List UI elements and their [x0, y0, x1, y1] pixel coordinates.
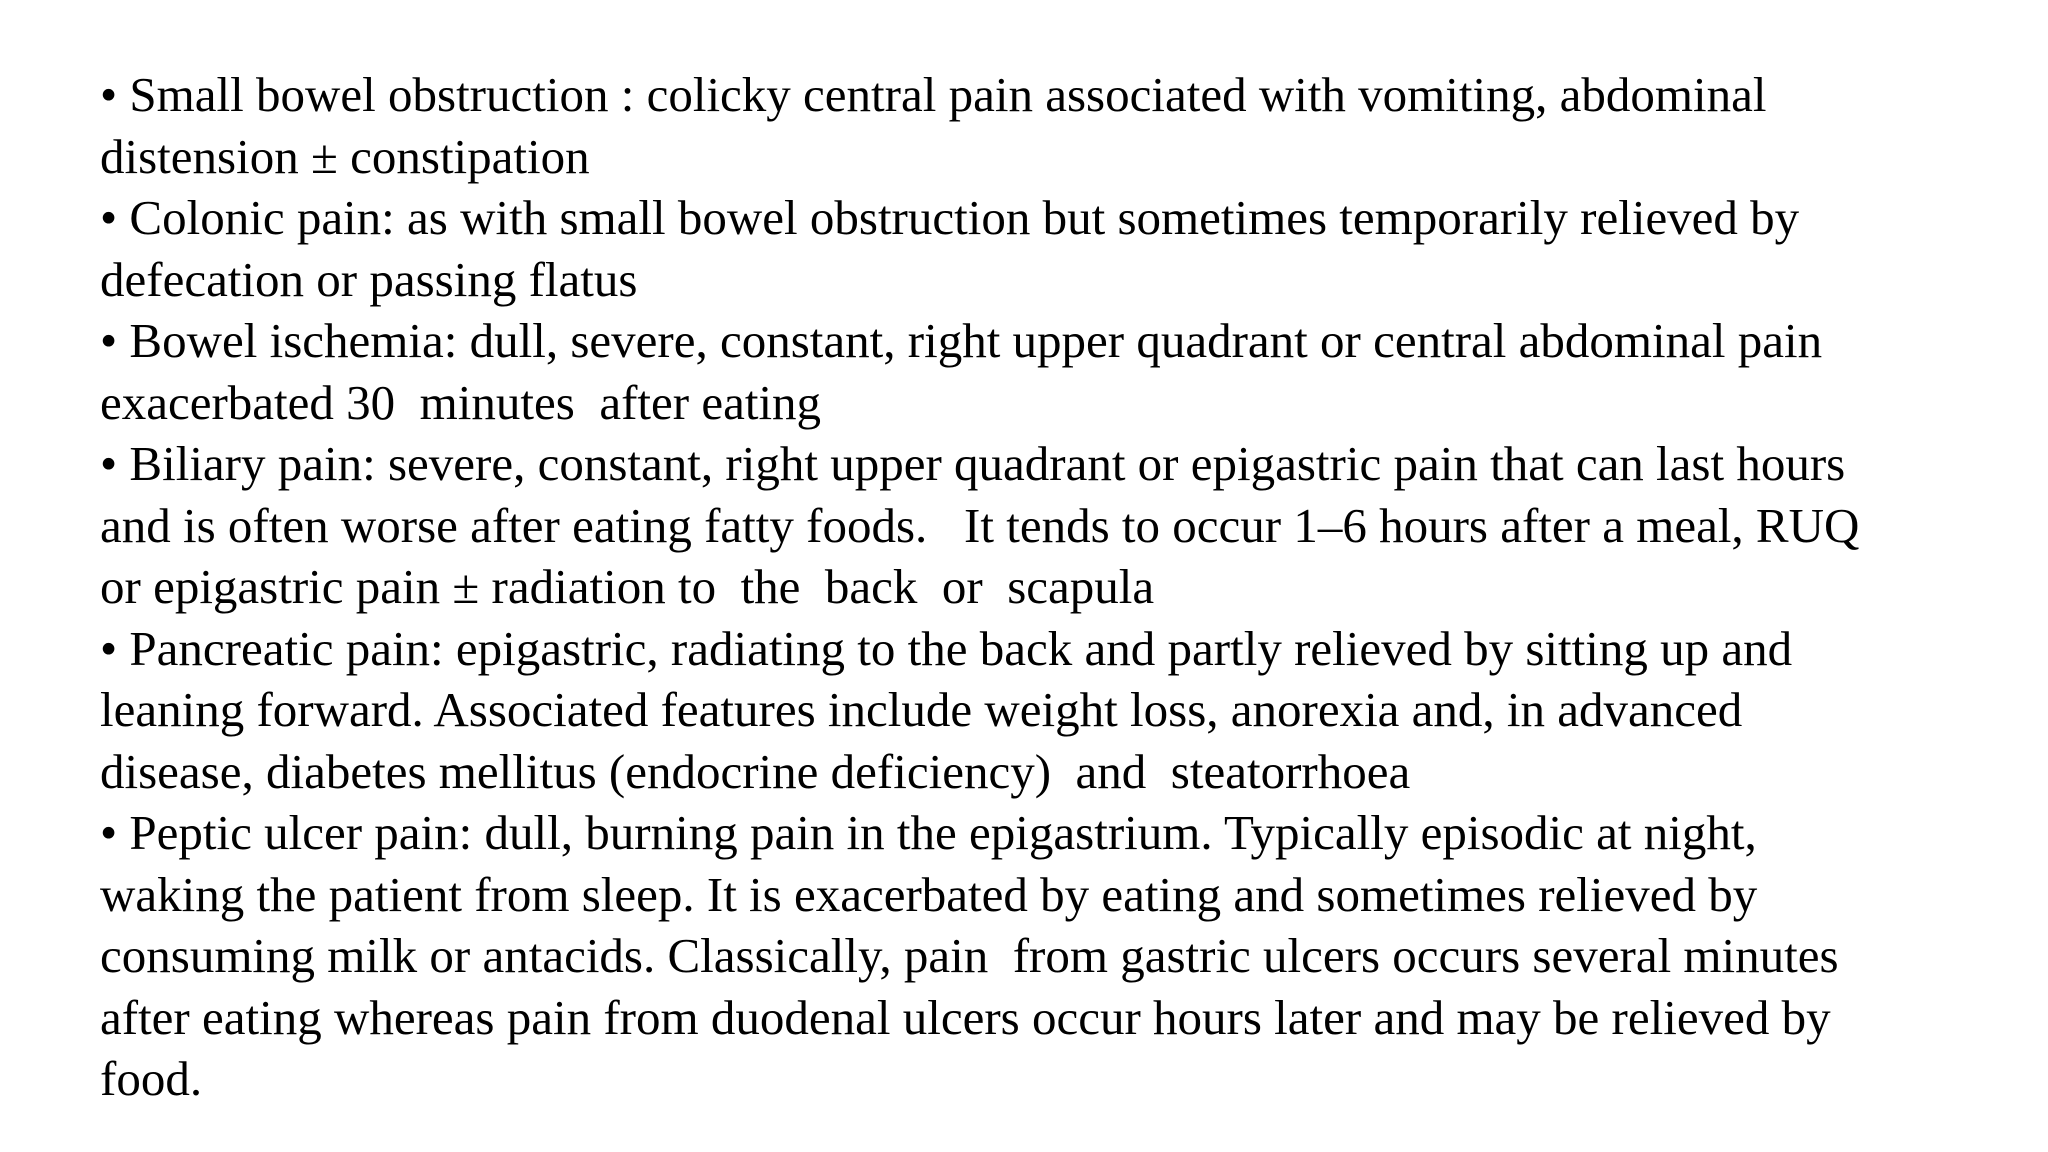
text-line-biliary-pain-1: • Biliary pain: severe, constant, right upper quadrant or epigastric pain that can last hours: [100, 436, 1846, 491]
text-line-pancreatic-pain-1: • Pancreatic pain: epigastric, radiating to the back and partly relieved by sitting up and: [100, 620, 1793, 676]
text-line-biliary-pain-3: or epigastric pain ± radiation to the back or scapula: [100, 559, 1155, 614]
text-line-colonic-pain-2: defecation or passing flatus: [100, 251, 638, 307]
text-line-peptic-ulcer-pain-5: food.: [100, 1051, 203, 1106]
text-line-peptic-ulcer-pain-2: waking the patient from sleep. It is exacerbated by eating and sometimes relieved by: [100, 866, 1758, 922]
text-line-small-bowel-obstruction-1: • Small bowel obstruction : colicky central pain associated with vomiting, abdominal: [100, 67, 1767, 122]
text-line-bowel-ischemia-1: • Bowel ischemia: dull, severe, constant, right upper quadrant or central abdominal pain: [100, 313, 1823, 368]
text-line-pancreatic-pain-3: disease, diabetes mellitus (endocrine deficiency) and steatorrhoea: [100, 743, 1411, 799]
text-line-peptic-ulcer-pain-1: • Peptic ulcer pain: dull, burning pain in the epigastrium. Typically episodic at night,: [100, 805, 1757, 860]
text-line-biliary-pain-2: and is often worse after eating fatty foods. It tends to occur 1–6 hours after a meal, RUQ: [100, 497, 1860, 553]
text-line-bowel-ischemia-2: exacerbated 30 minutes after eating: [100, 374, 822, 430]
text-line-small-bowel-obstruction-2: distension ± constipation: [100, 128, 590, 184]
text-line-pancreatic-pain-2: leaning forward. Associated features include weight loss, anorexia and, in advanced: [100, 682, 1743, 737]
text-line-peptic-ulcer-pain-3: consuming milk or antacids. Classically, pain from gastric ulcers occurs several minutes: [100, 928, 1839, 983]
text-line-colonic-pain-1: • Colonic pain: as with small bowel obstruction but sometimes temporarily relieved by: [100, 190, 1800, 245]
text-line-peptic-ulcer-pain-4: after eating whereas pain from duodenal ulcers occur hours later and may be relieved by: [100, 989, 1831, 1045]
bullet-text-block: [100, 64, 2000, 1110]
